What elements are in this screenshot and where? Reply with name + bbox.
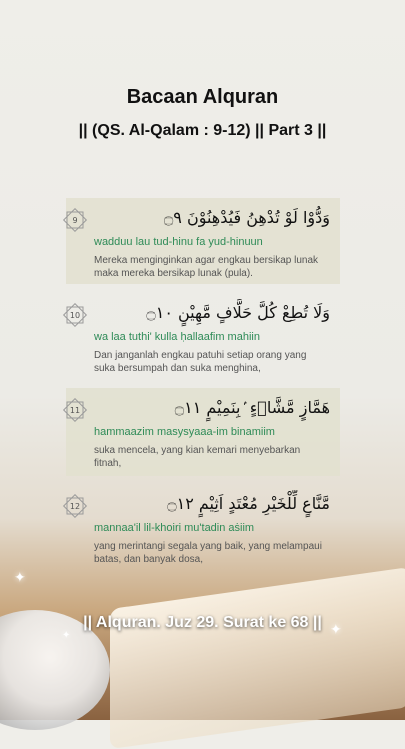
verse-card-11 xyxy=(66,388,340,476)
page-title: Bacaan Alquran xyxy=(126,86,279,108)
verse-arabic: هَمَّازٍ مَّشَّاۤءٍ ۢبِنَمِيْمٍ ۝١١ xyxy=(174,398,330,417)
verse-transliteration: wa laa tuthi' kulla ḥallaafim mahiin xyxy=(94,331,260,343)
verse-transliteration: mannaa'il lil-khoiri mu'tadin aṡiim xyxy=(94,522,255,534)
verse-number-badge: 10 xyxy=(61,301,89,329)
verse-arabic: وَدُّوْا لَوْ تُدْهِنُ فَيُدْهِنُوْنَ ۝٩ xyxy=(163,208,330,227)
verse-transliteration: hammaazim masysyaaa-im binamiim xyxy=(94,426,275,438)
verse-number-badge: 12 xyxy=(61,492,89,520)
footer-caption: || Alquran. Juz 29. Surat ke 68 || xyxy=(83,614,322,631)
sparkle-icon: ✦ xyxy=(330,622,342,638)
verse-transliteration: wadduu lau tud-hinu fa yud-hinuun xyxy=(94,236,263,248)
verse-translation: yang merintangi segala yang baik, yang melampaui batas, dan banyak dosa, xyxy=(94,541,322,565)
page-subtitle: || (QS. Al-Qalam : 9-12) || Part 3 || xyxy=(78,122,327,139)
verse-card-10 xyxy=(66,293,340,379)
verse-translation: Mereka menginginkan agar engkau bersikap lunak maka mereka bersikap lunak (pula). xyxy=(94,255,319,279)
paper-image xyxy=(110,567,405,749)
verse-translation: suka mencela, yang kian kemari menyebarkan fitnah, xyxy=(94,445,301,469)
sparkle-icon: ✦ xyxy=(62,630,71,641)
verse-card-9 xyxy=(66,198,340,284)
sparkle-icon: ✦ xyxy=(14,570,26,586)
verse-card-12 xyxy=(66,484,340,570)
verse-number-badge: 9 xyxy=(61,206,89,234)
verse-number-badge: 11 xyxy=(61,396,89,424)
verse-arabic: وَلَا تُطِعْ كُلَّ حَلَّافٍ مَّهِيْنٍ ۝١٠ xyxy=(146,303,330,322)
verse-arabic: مَّنَّاعٍ لِّلْخَيْرِ مُعْتَدٍ اَثِيْمٍ ۝١٢ xyxy=(167,494,330,513)
verse-translation: Dan janganlah engkau patuhi setiap orang yang suka bersumpah dan suka menghina, xyxy=(94,350,307,374)
